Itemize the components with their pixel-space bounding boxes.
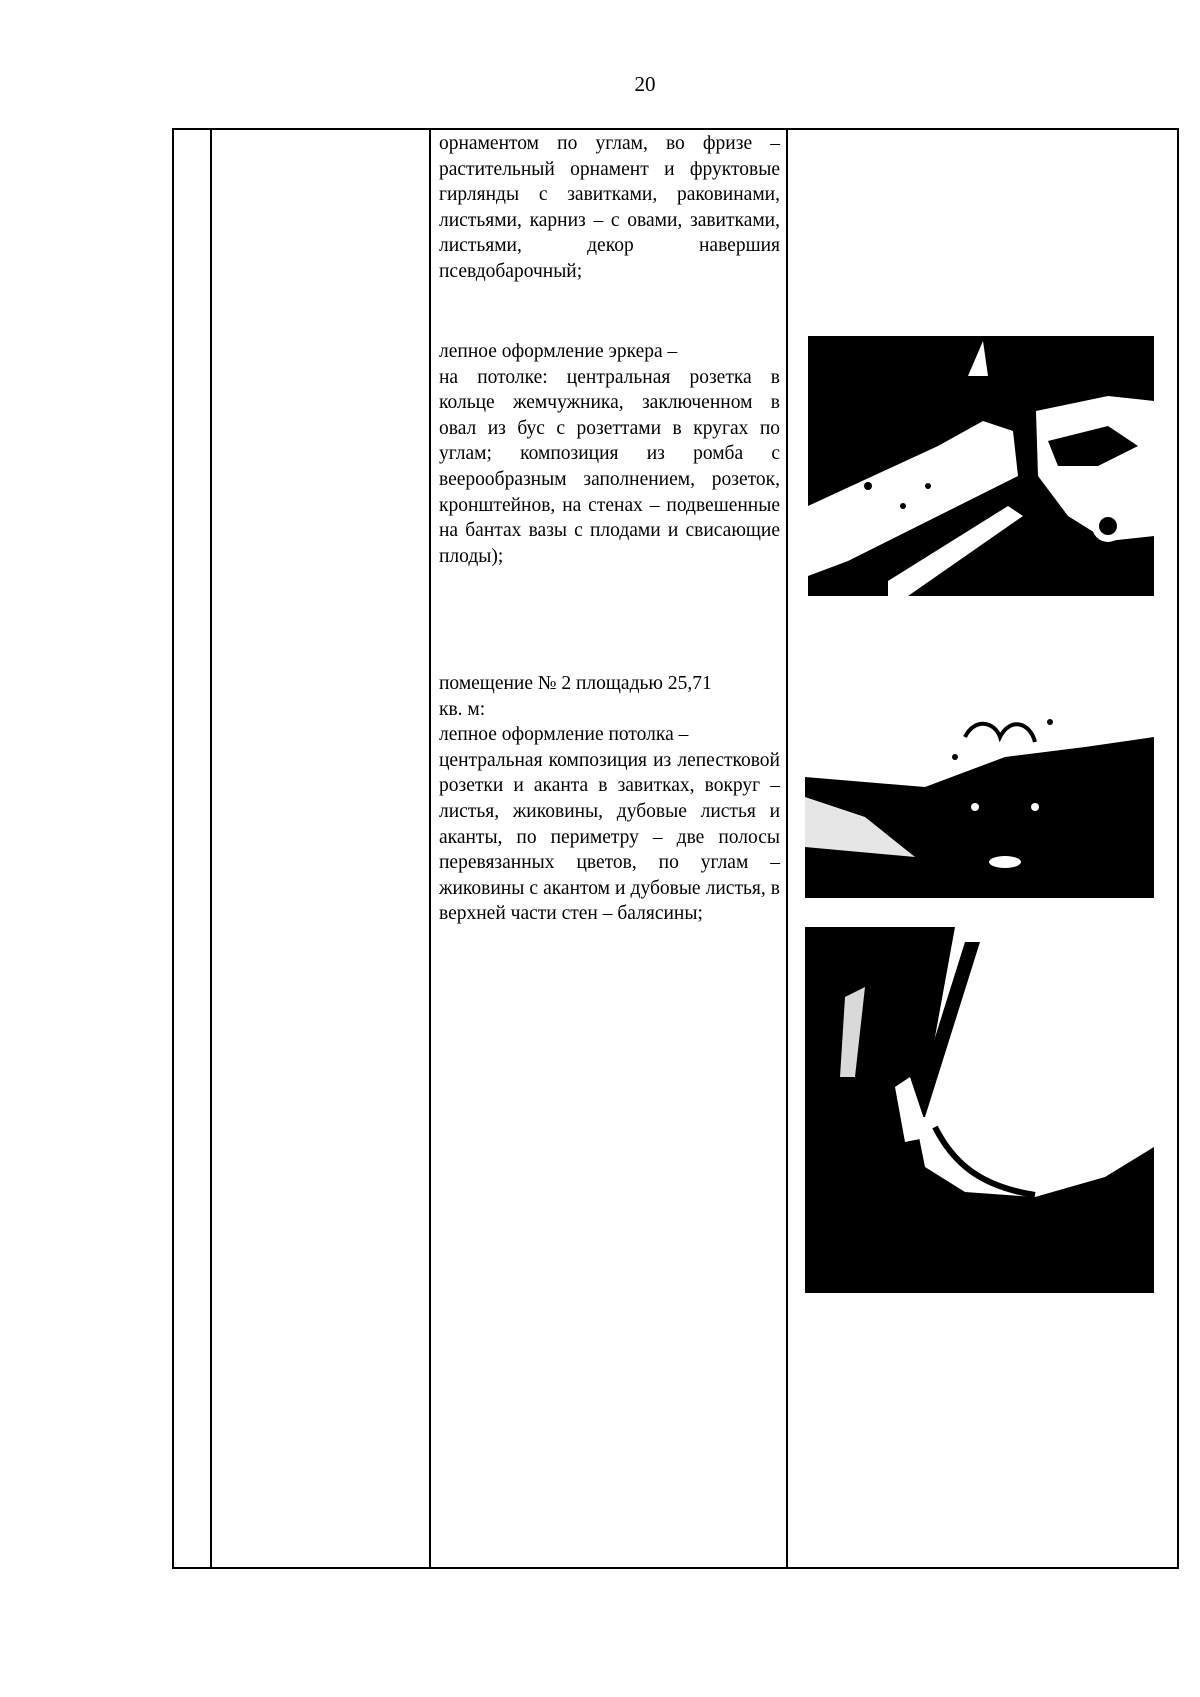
room-2-ceiling-description: центральная композиция из лепестковой розетки и аканта в завитках, вокруг – листья, жиковины, дубовые листья и аканты, по периметру – две полосы перевязанных цветов, по углам – жиковины с акантом и дубовые листья, в верхней части стен – балясины; <box>439 749 780 925</box>
facade-decor-text: орнаментом по углам, во фризе – растительный орнамент и фруктовые гирлянды с завитками, раковинами, листьями, карниз – с овами, завитками, листьями, декор навершия псевдобарочный; <box>439 133 780 282</box>
ceiling-cornice-photo <box>805 927 1154 1293</box>
room-2-area-unit: кв. м: <box>439 698 486 720</box>
bay-window-heading: лепное оформление эркера – <box>439 341 678 362</box>
table-top-border <box>172 128 1179 130</box>
bay-window-description: на потолке: центральная розетка в кольце жемчужника, заключенном в овал из бус с розеттами в кругах по углам; композиция из ромба с веерообразным заполнением, розеток, кронштейнов, на стенах – подвешенные на бантах вазы с плодами и свисающие плоды); <box>439 366 780 567</box>
table-column-divider-1 <box>210 128 212 1569</box>
table-right-border <box>1177 128 1179 1569</box>
room-2-area-line: помещение № 2 площадью 25,71 <box>439 673 712 694</box>
table-column-divider-3 <box>786 128 788 1569</box>
table-column-divider-2 <box>429 128 431 1569</box>
bay-window-ceiling-photo <box>808 336 1154 596</box>
table-left-border <box>172 128 174 1569</box>
bay-window-decor-text <box>439 339 780 569</box>
page-number: 20 <box>634 72 656 96</box>
ceiling-rosette-photo <box>805 677 1154 898</box>
room-2-text <box>439 671 780 927</box>
room-2-ceiling-heading: лепное оформление потолка – <box>439 724 689 746</box>
table-bottom-border <box>172 1567 1179 1569</box>
